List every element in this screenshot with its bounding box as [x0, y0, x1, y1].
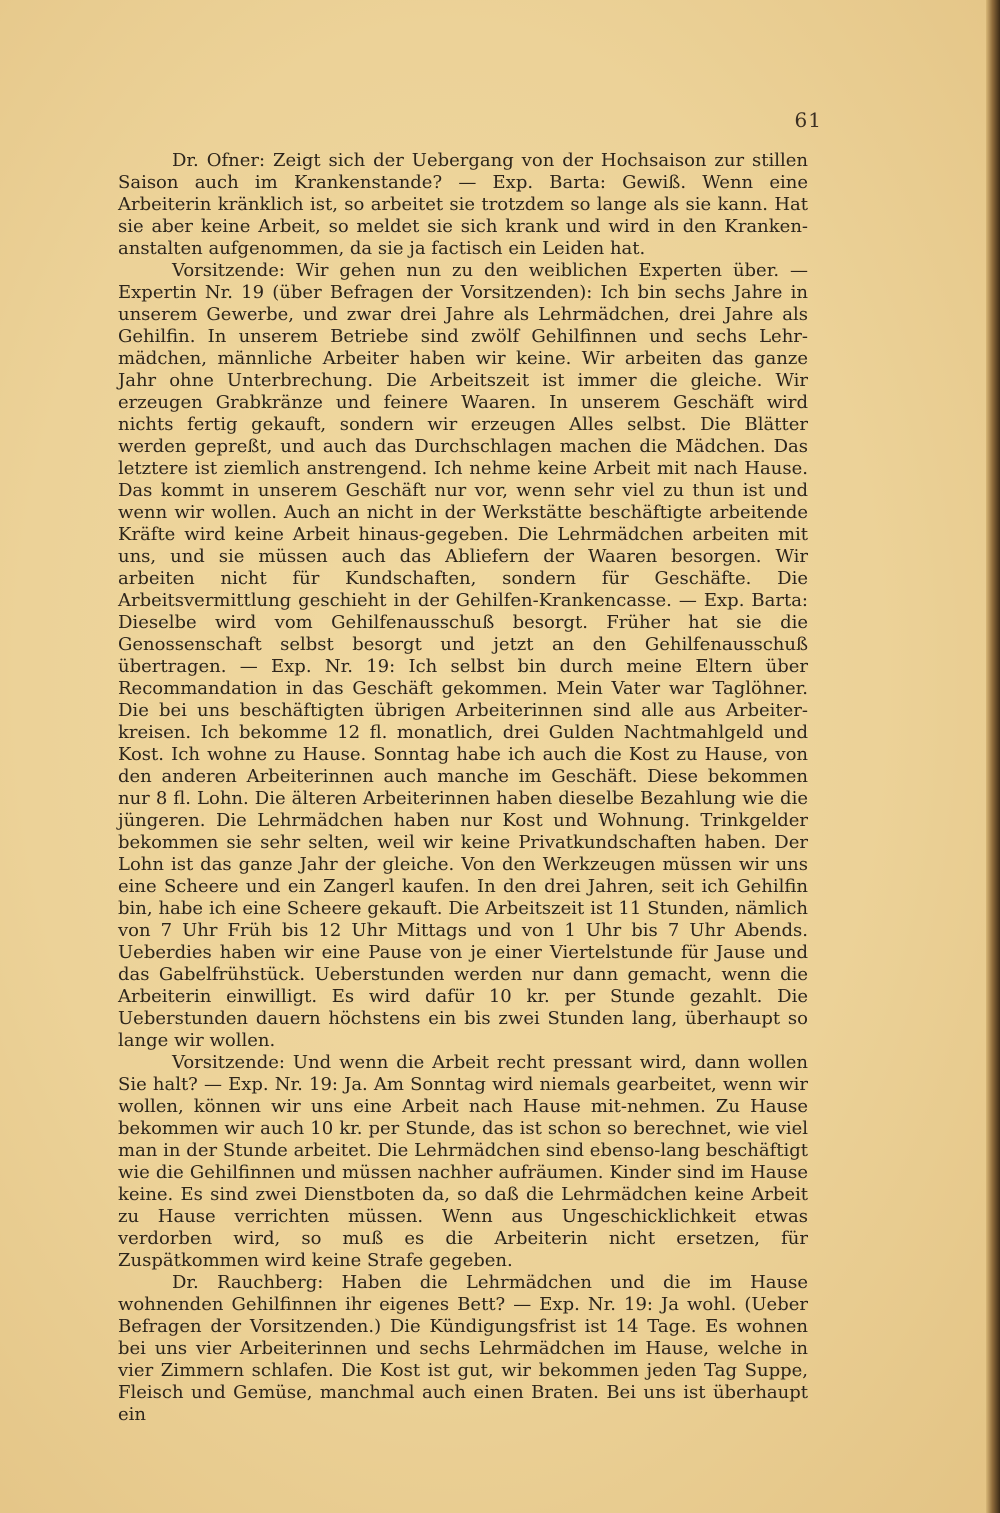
book-spine-shadow	[986, 0, 1000, 1513]
paragraph-vorsitzende-question: Vorsitzende: Und wenn die Arbeit recht pressant wird, dann wollen Sie halt? — Exp. Nr. 19: Ja. Am Sonntag wird niemals gearbeitet, wenn wir wollen, können wir uns eine Arbeit nach Hause mit-nehmen. Zu Hause bekommen wir auch 10 kr. per Stunde, das ist schon so berechnet, wie viel man in der Stunde arbeitet. Die Lehrmädchen sind ebenso-lang beschäftigt wie die Gehilfinnen und müssen nachher aufräumen. Kinder sind im Hause keine. Es sind zwei Dienstboten da, so daß die Lehrmädchen keine Arbeit zu Hause verrichten müssen. Wenn aus Ungeschicklichkeit etwas verdorben wird, so muß es die Arbeiterin nicht ersetzen, für Zuspätkommen wird keine Strafe gegeben.	[118, 1052, 808, 1271]
page-number: 61	[794, 108, 822, 132]
body-text	[118, 150, 808, 1425]
paragraph-rauchberg: Dr. Rauchberg: Haben die Lehrmädchen und die im Hause wohnenden Gehilfinnen ihr eigenes Bett? — Exp. Nr. 19: Ja wohl. (Ueber Befragen der Vorsitzenden.) Die Kündigungsfrist ist 14 Tage. Es wohnen bei uns vier Arbeiterinnen und sechs Lehrmädchen im Hause, welche in vier Zimmern schlafen. Die Kost ist gut, wir bekommen jeden Tag Suppe, Fleisch und Gemüse, manchmal auch einen Braten. Bei uns ist überhaupt ein	[118, 1272, 808, 1425]
paragraph-ofner-barta: Dr. Ofner: Zeigt sich der Uebergang von der Hochsaison zur stillen Saison auch im Krankenstande? — Exp. Barta: Gewiß. Wenn eine Arbeiterin kränklich ist, so arbeitet sie trotzdem so lange als sie kann. Hat sie aber keine Arbeit, so meldet sie sich krank und wird in den Kranken-anstalten aufgenommen, da sie ja factisch ein Leiden hat.	[118, 150, 808, 259]
paragraph-expertin-19: Vorsitzende: Wir gehen nun zu den weiblichen Experten über. — Expertin Nr. 19 (über Befragen der Vorsitzenden): Ich bin sechs Jahre in unserem Gewerbe, und zwar drei Jahre als Lehrmädchen, drei Jahre als Gehilfin. In unserem Betriebe sind zwölf Gehilfinnen und sechs Lehr-mädchen, männliche Arbeiter haben wir keine. Wir arbeiten das ganze Jahr ohne Unterbrechung. Die Arbeitszeit ist immer die gleiche. Wir erzeugen Grabkränze und feinere Waaren. In unserem Geschäft wird nichts fertig gekauft, sondern wir erzeugen Alles selbst. Die Blätter werden gepreßt, und auch das Durchschlagen machen die Mädchen. Das letztere ist ziemlich anstrengend. Ich nehme keine Arbeit mit nach Hause. Das kommt in unserem Geschäft nur vor, wenn sehr viel zu thun ist und wenn wir wollen. Auch an nicht in der Werkstätte beschäftigte arbeitende Kräfte wird keine Arbeit hinaus-gegeben. Die Lehrmädchen arbeiten mit uns, und sie müssen auch das Abliefern der Waaren besorgen. Wir arbeiten nicht für Kundschaften, sondern für Geschäfte. Die Arbeitsvermittlung geschieht in der Gehilfen-Krankencasse. — Exp. Barta: Dieselbe wird vom Gehilfenausschuß besorgt. Früher hat sie die Genossenschaft selbst besorgt und jetzt an den Gehilfenausschuß übertragen. — Exp. Nr. 19: Ich selbst bin durch meine Eltern über Recommandation in das Geschäft gekommen. Mein Vater war Taglöhner. Die bei uns beschäftigten übrigen Arbeiterinnen sind alle aus Arbeiter-kreisen. Ich bekomme 12 fl. monatlich, drei Gulden Nachtmahlgeld und Kost. Ich wohne zu Hause. Sonntag habe ich auch die Kost zu Hause, von den anderen Arbeiterinnen auch manche im Geschäft. Diese bekommen nur 8 fl. Lohn. Die älteren Arbeiterinnen haben dieselbe Bezahlung wie die jüngeren. Die Lehrmädchen haben nur Kost und Wohnung. Trinkgelder bekommen sie sehr selten, weil wir keine Privatkundschaften haben. Der Lohn ist das ganze Jahr der gleiche. Von den Werkzeugen müssen wir uns eine Scheere und ein Zangerl kaufen. In den drei Jahren, seit ich Gehilfin bin, habe ich eine Scheere gekauft. Die Arbeitszeit ist 11 Stunden, nämlich von 7 Uhr Früh bis 12 Uhr Mittags und von 1 Uhr bis 7 Uhr Abends. Ueberdies haben wir eine Pause von je einer Viertelstunde für Jause und das Gabelfrühstück. Ueberstunden werden nur dann gemacht, wenn die Arbeiterin einwilligt. Es wird dafür 10 kr. per Stunde gezahlt. Die Ueberstunden dauern höchstens ein bis zwei Stunden lang, überhaupt so lange wir wollen.	[118, 260, 808, 1051]
